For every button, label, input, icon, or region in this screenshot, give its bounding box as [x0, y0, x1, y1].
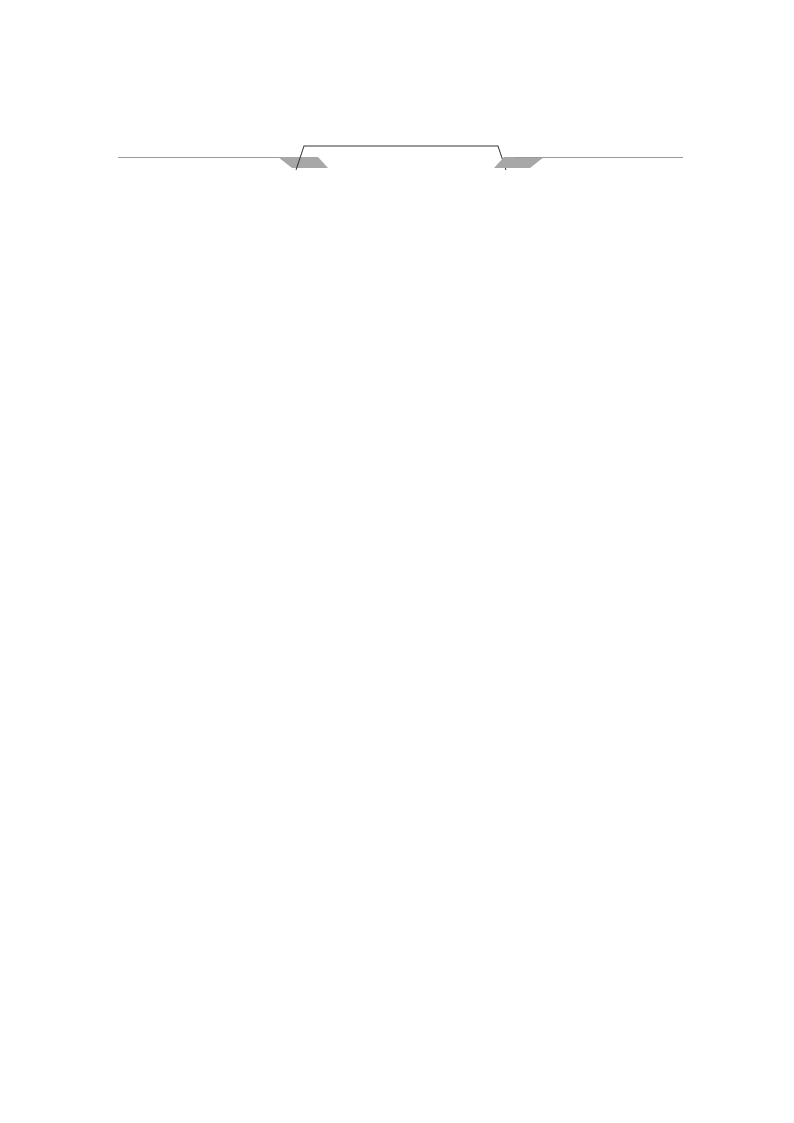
banner-right-ornament: [494, 148, 544, 170]
banner-frame: [290, 140, 512, 174]
section-banner: [118, 140, 683, 176]
